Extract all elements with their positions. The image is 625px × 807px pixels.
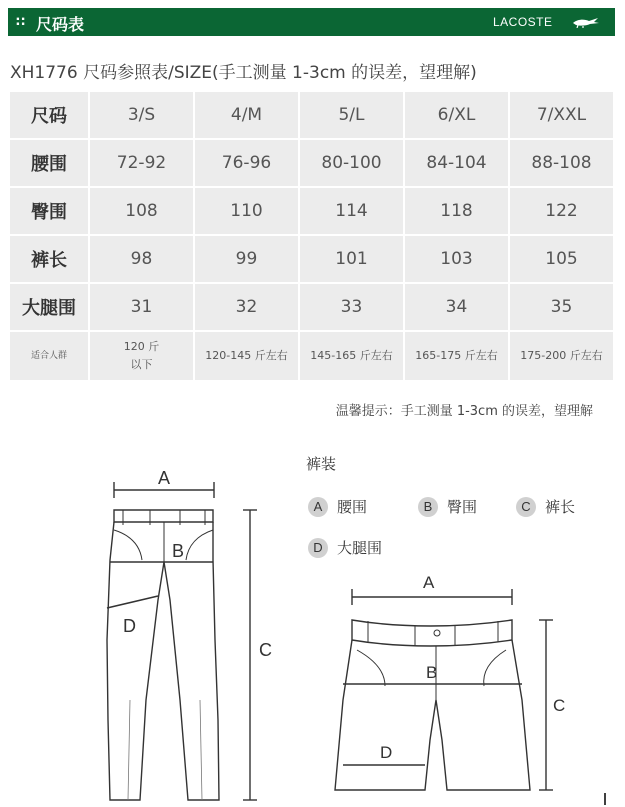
table-cell: 31 (90, 284, 193, 330)
shorts-pocket (484, 650, 506, 686)
table-cell: 99 (195, 236, 298, 282)
pants-pocket (114, 530, 142, 560)
legend-item-label: 大腿围 (337, 539, 383, 557)
shorts-label-c: C (553, 696, 566, 715)
table-header-cell: 4/M (195, 92, 298, 138)
measurement-note: 温馨提示：手工测量 1-3cm 的误差，望理解 (335, 404, 593, 419)
table-cell: 118 (405, 188, 508, 234)
table-cell: 110 (195, 188, 298, 234)
table-cell: 35 (510, 284, 613, 330)
pants-seams (128, 700, 202, 800)
table-header-cell: 6/XL (405, 92, 508, 138)
legend-title: 裤装 (306, 455, 337, 473)
table-cell: 101 (300, 236, 403, 282)
pants-waistband (114, 510, 213, 522)
brand-name: LACOSTE (493, 15, 553, 29)
table-cell: 120-145 斤左右 (195, 332, 298, 380)
table-cell: 80-100 (300, 140, 403, 186)
legend-item-label: 裤长 (545, 498, 576, 516)
table-cell: 175-200 斤左右 (510, 332, 613, 380)
table-cell: 33 (300, 284, 403, 330)
legend-item-label: 臀围 (447, 498, 478, 516)
size-chart-subtitle: XH1776 尺码参照表/SIZE(手工测量 1-3cm 的误差，望理解) (10, 63, 477, 83)
pants-label-d: D (123, 616, 136, 636)
shorts-diagram (335, 589, 553, 790)
legend-letter-badge: A (308, 497, 328, 517)
fit-weight-line: 120 斤 (123, 340, 160, 353)
table-row-label: 适合人群 (10, 332, 88, 380)
table-cell: 84-104 (405, 140, 508, 186)
table-cell: 108 (90, 188, 193, 234)
shorts-label-d: D (380, 743, 393, 762)
shorts-button (434, 630, 440, 636)
table-row-label: 腰围 (10, 140, 88, 186)
pants-thigh-line (107, 596, 158, 608)
table-header-cell: 3/S (90, 92, 193, 138)
table-row-label: 裤长 (10, 236, 88, 282)
fit-weight-line: 以下 (130, 358, 153, 371)
table-cell: 114 (300, 188, 403, 234)
legend-item-label: 腰围 (337, 498, 368, 516)
table-cell: 103 (405, 236, 508, 282)
table-cell: 105 (510, 236, 613, 282)
legend-letter-badge: C (516, 497, 536, 517)
table-cell: 122 (510, 188, 613, 234)
grid-dots-icon: ∷ (16, 15, 27, 30)
legend-letter-badge: D (308, 538, 328, 558)
legend-letter-badge: B (418, 497, 438, 517)
table-cell: 145-165 斤左右 (300, 332, 403, 380)
shorts-waistband (352, 620, 512, 646)
pants-label-c: C (259, 640, 272, 660)
table-cell: 88-108 (510, 140, 613, 186)
table-header-cell: 尺码 (10, 92, 88, 138)
table-cell: 76-96 (195, 140, 298, 186)
shorts-pocket (357, 650, 385, 686)
table-row-label: 臀围 (10, 188, 88, 234)
table-cell: 98 (90, 236, 193, 282)
table-header-cell: 7/XXL (510, 92, 613, 138)
pants-pocket (186, 530, 213, 560)
table-row-label: 大腿围 (10, 284, 88, 330)
pants-label-a: A (158, 468, 171, 488)
shorts-label-b: B (426, 663, 438, 682)
pants-label-b: B (172, 541, 185, 561)
table-cell: 32 (195, 284, 298, 330)
table-header-cell: 5/L (300, 92, 403, 138)
table-cell: 165-175 斤左右 (405, 332, 508, 380)
shorts-label-a: A (423, 573, 435, 592)
table-cell: 72-92 (90, 140, 193, 186)
page-title: 尺码表 (36, 15, 85, 34)
pants-diagram (107, 482, 257, 800)
pants-outline (107, 522, 219, 800)
table-cell: 34 (405, 284, 508, 330)
